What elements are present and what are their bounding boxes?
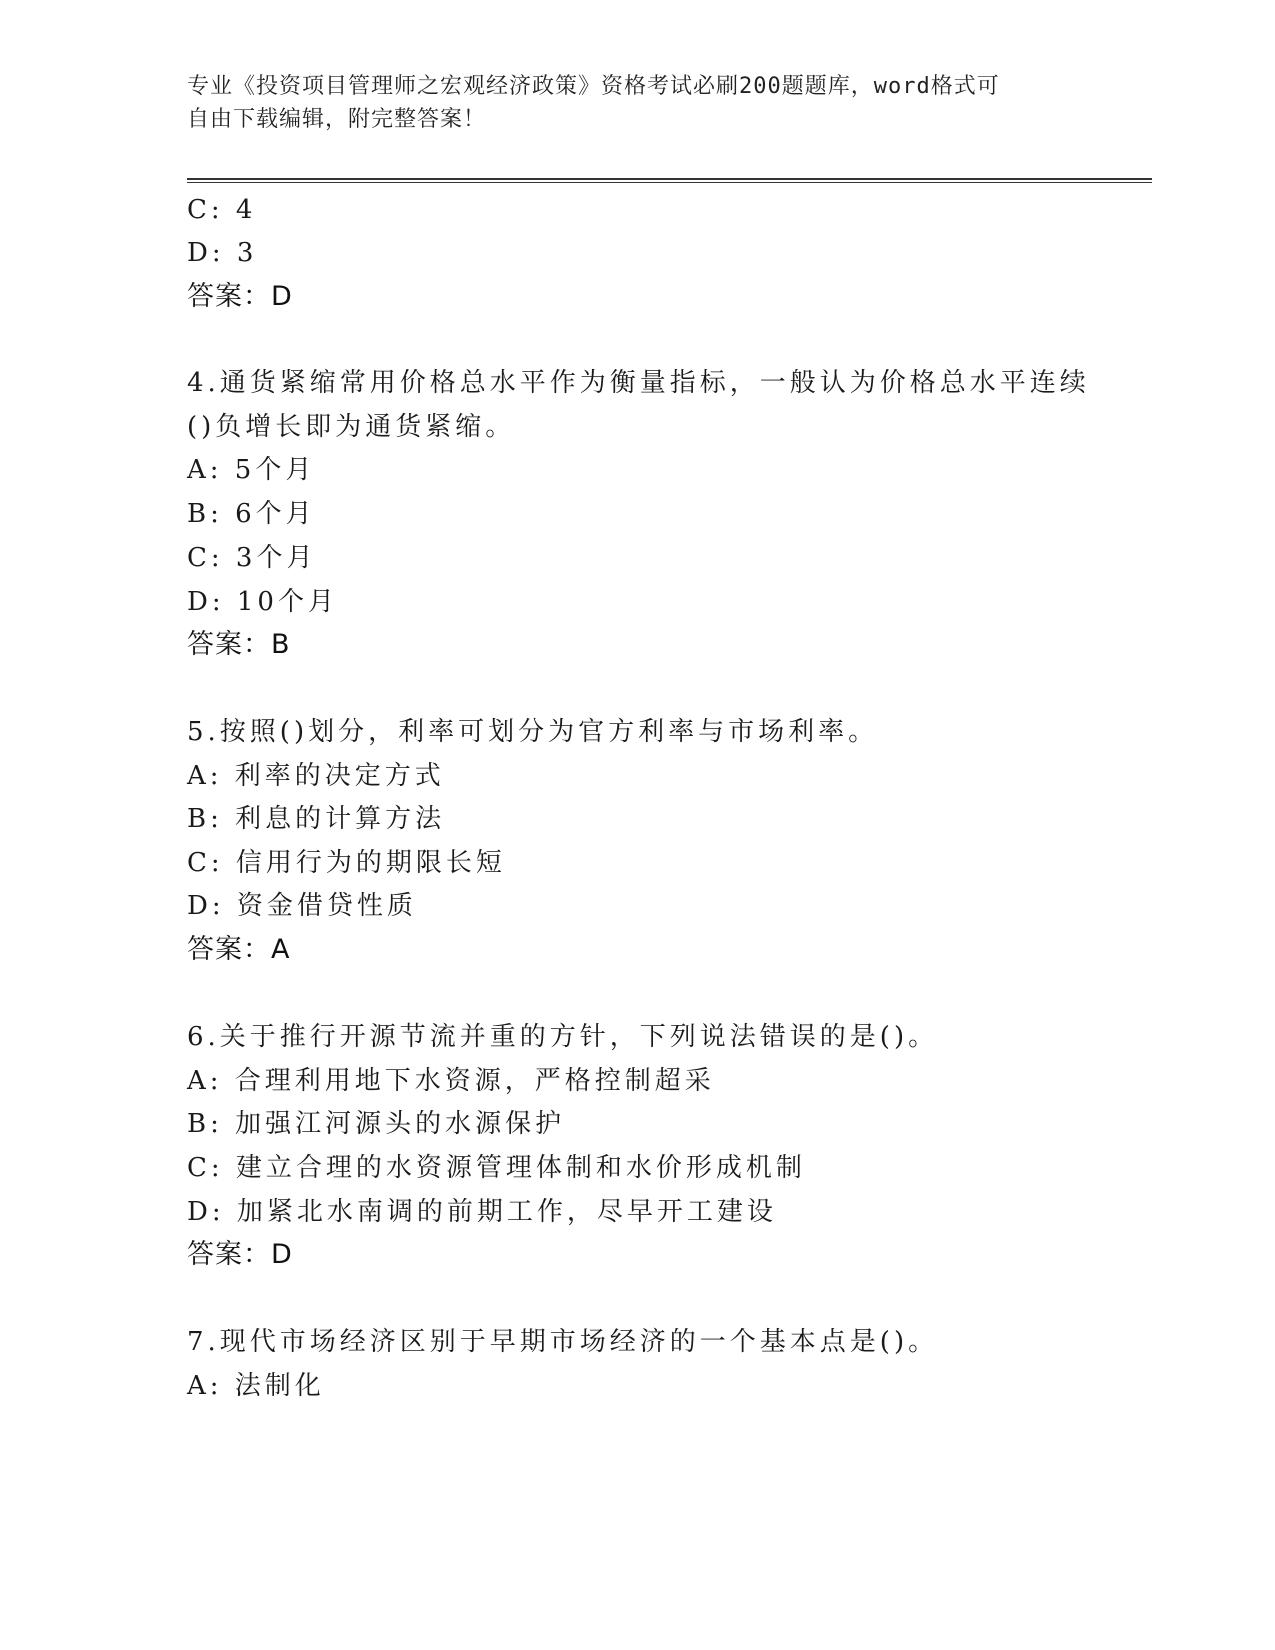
q6-stem: 6.关于推行开源节流并重的方针，下列说法错误的是()。 <box>187 1022 939 1052</box>
q3-answer: 答案：D <box>187 281 293 312</box>
q5-option-c: C: 信用行为的期限长短 <box>187 848 506 878</box>
document-header <box>187 70 1067 136</box>
q4-stem-line-2: ()负增长即为通货紧缩。 <box>187 412 516 442</box>
q3-option-c: C: 4 <box>187 195 257 225</box>
q7-option-a: A: 法制化 <box>187 1371 325 1401</box>
q5-stem: 5.按照()划分，利率可划分为官方利率与市场利率。 <box>187 717 879 747</box>
q6-option-d: D: 加紧北水南调的前期工作，尽早开工建设 <box>187 1197 777 1227</box>
q6-option-c: C: 建立合理的水资源管理体制和水价形成机制 <box>187 1153 806 1183</box>
q5-answer: 答案：A <box>187 934 291 965</box>
q4-option-c: C: 3个月 <box>187 543 317 573</box>
q4-option-d: D: 10个月 <box>187 587 338 617</box>
header-line-1: 专业《投资项目管理师之宏观经济政策》资格考试必刷200题题库，word格式可 <box>187 74 1000 99</box>
q4-stem-line-1: 4.通货紧缩常用价格总水平作为衡量指标，一般认为价格总水平连续 <box>187 368 1090 398</box>
header-divider-thick <box>187 178 1152 180</box>
q5-option-d: D: 资金借贷性质 <box>187 891 417 921</box>
header-divider-thin <box>187 182 1152 183</box>
header-line-2: 自由下载编辑，附完整答案！ <box>187 107 487 132</box>
q6-option-b: B: 加强江河源头的水源保护 <box>187 1109 566 1139</box>
q4-answer: 答案：B <box>187 629 291 660</box>
q5-option-a: A: 利率的决定方式 <box>187 761 445 791</box>
q6-answer: 答案：D <box>187 1239 293 1270</box>
q6-option-a: A: 合理利用地下水资源，严格控制超采 <box>187 1066 715 1096</box>
q4-option-a: A: 5个月 <box>187 455 316 485</box>
q5-option-b: B: 利息的计算方法 <box>187 804 446 834</box>
q3-option-d: D: 3 <box>187 238 258 268</box>
q7-stem: 7.现代市场经济区别于早期市场经济的一个基本点是()。 <box>187 1327 939 1357</box>
q4-option-b: B: 6个月 <box>187 499 316 529</box>
